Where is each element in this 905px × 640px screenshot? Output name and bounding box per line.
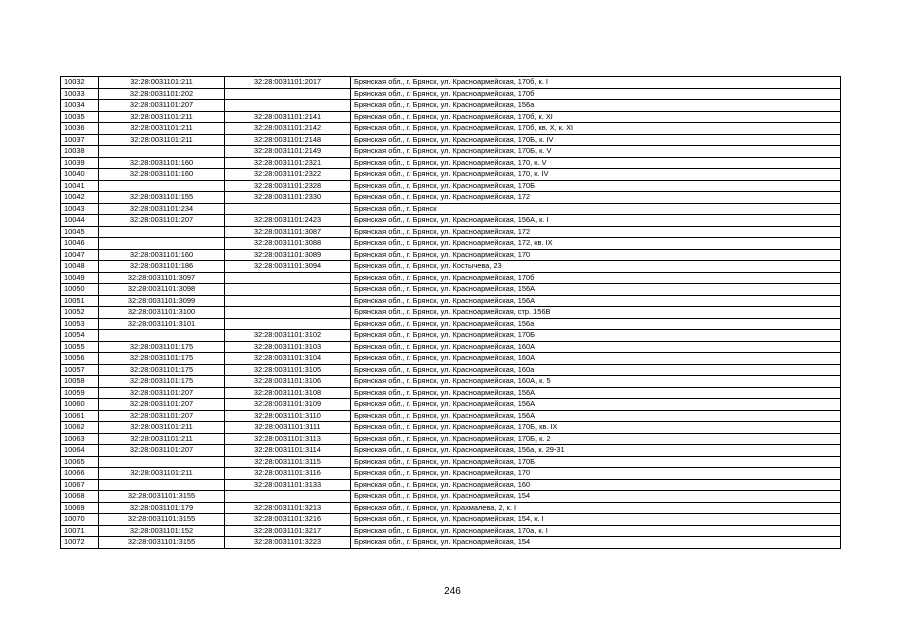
cadastral-number-cell: 32:28:0031101:2330	[225, 192, 351, 204]
address-cell: Брянская обл., г. Брянск, ул. Красноармейская, 156А	[351, 410, 841, 422]
cadastral-number-cell: 32:28:0031101:3087	[225, 226, 351, 238]
table-row	[61, 215, 841, 227]
cadastral-parent-cell: 32:28:0031101:3155	[99, 514, 225, 526]
cadastral-number-cell: 32:28:0031101:3110	[225, 410, 351, 422]
cadastral-parent-cell: 32:28:0031101:207	[99, 399, 225, 411]
address-cell: Брянская обл., г. Брянск, ул. Красноармейская, 170б, кв. X, к. XI	[351, 123, 841, 135]
cadastral-number-cell	[225, 88, 351, 100]
row-number-cell: 10051	[61, 295, 99, 307]
table-row	[61, 456, 841, 468]
table-row	[61, 525, 841, 537]
table-row	[61, 376, 841, 388]
cadastral-number-cell: 32:28:0031101:2148	[225, 134, 351, 146]
cadastral-parent-cell: 32:28:0031101:234	[99, 203, 225, 215]
cadastral-parent-cell: 32:28:0031101:186	[99, 261, 225, 273]
address-cell: Брянская обл., г. Брянск, ул. Красноармейская, 170Б	[351, 330, 841, 342]
row-number-cell: 10065	[61, 456, 99, 468]
cadastral-parent-cell: 32:28:0031101:211	[99, 422, 225, 434]
cadastral-parent-cell	[99, 146, 225, 158]
table-row	[61, 180, 841, 192]
row-number-cell: 10055	[61, 341, 99, 353]
row-number-cell: 10048	[61, 261, 99, 273]
row-number-cell: 10058	[61, 376, 99, 388]
address-cell: Брянская обл., г. Брянск, ул. Красноармейская, 172, кв. IX	[351, 238, 841, 250]
cadastral-number-cell: 32:28:0031101:2017	[225, 77, 351, 89]
table-row	[61, 77, 841, 89]
table-row	[61, 318, 841, 330]
table-row	[61, 479, 841, 491]
cadastral-number-cell: 32:28:0031101:2149	[225, 146, 351, 158]
row-number-cell: 10062	[61, 422, 99, 434]
address-cell: Брянская обл., г. Брянск, ул. Красноармейская, 156а	[351, 318, 841, 330]
row-number-cell: 10068	[61, 491, 99, 503]
address-cell: Брянская обл., г. Брянск, ул. Красноармейская, 156А	[351, 284, 841, 296]
table-row	[61, 307, 841, 319]
row-number-cell: 10035	[61, 111, 99, 123]
table-row	[61, 364, 841, 376]
address-cell: Брянская обл., г. Брянск, ул. Красноармейская, 170Б, к. V	[351, 146, 841, 158]
cadastral-parent-cell: 32:28:0031101:3100	[99, 307, 225, 319]
address-cell: Брянская обл., г. Брянск, ул. Красноармейская, 170Б, кв. IX	[351, 422, 841, 434]
row-number-cell: 10034	[61, 100, 99, 112]
table-row	[61, 353, 841, 365]
table-row	[61, 123, 841, 135]
cadastral-parent-cell: 32:28:0031101:207	[99, 410, 225, 422]
table-row	[61, 410, 841, 422]
table-row	[61, 111, 841, 123]
row-number-cell: 10056	[61, 353, 99, 365]
table-row	[61, 341, 841, 353]
address-cell: Брянская обл., г. Брянск, ул. Крахмалева, 2, к. I	[351, 502, 841, 514]
address-cell: Брянская обл., г. Брянск, ул. Красноармейская, 170б	[351, 272, 841, 284]
cadastral-parent-cell: 32:28:0031101:3155	[99, 537, 225, 549]
row-number-cell: 10064	[61, 445, 99, 457]
cadastral-number-cell: 32:28:0031101:2328	[225, 180, 351, 192]
address-cell: Брянская обл., г. Брянск, ул. Красноармейская, 160А, к. 5	[351, 376, 841, 388]
address-cell: Брянская обл., г. Брянск	[351, 203, 841, 215]
row-number-cell: 10044	[61, 215, 99, 227]
cadastral-parent-cell: 32:28:0031101:3098	[99, 284, 225, 296]
cadastral-parent-cell	[99, 238, 225, 250]
cadastral-number-cell: 32:28:0031101:2142	[225, 123, 351, 135]
address-cell: Брянская обл., г. Брянск, ул. Красноармейская, 156А, к. I	[351, 215, 841, 227]
row-number-cell: 10043	[61, 203, 99, 215]
row-number-cell: 10063	[61, 433, 99, 445]
cadastral-number-cell: 32:28:0031101:3105	[225, 364, 351, 376]
cadastral-number-cell: 32:28:0031101:3114	[225, 445, 351, 457]
cadastral-parent-cell: 32:28:0031101:175	[99, 376, 225, 388]
cadastral-number-cell: 32:28:0031101:3115	[225, 456, 351, 468]
cadastral-parent-cell: 32:28:0031101:175	[99, 353, 225, 365]
cadastral-parent-cell: 32:28:0031101:211	[99, 433, 225, 445]
cadastral-number-cell: 32:28:0031101:3113	[225, 433, 351, 445]
cadastral-parent-cell: 32:28:0031101:211	[99, 77, 225, 89]
cadastral-number-cell: 32:28:0031101:3102	[225, 330, 351, 342]
row-number-cell: 10057	[61, 364, 99, 376]
page-number: 246	[444, 586, 461, 597]
address-cell: Брянская обл., г. Брянск, ул. Красноармейская, 170б	[351, 88, 841, 100]
cadastral-number-cell: 32:28:0031101:3088	[225, 238, 351, 250]
cadastral-parent-cell: 32:28:0031101:160	[99, 249, 225, 261]
cadastral-number-cell	[225, 491, 351, 503]
table-row	[61, 399, 841, 411]
table-row	[61, 422, 841, 434]
address-cell: Брянская обл., г. Брянск, ул. Красноармейская, 154, к. I	[351, 514, 841, 526]
address-cell: Брянская обл., г. Брянск, ул. Красноармейская, 156а	[351, 100, 841, 112]
cadastral-parent-cell	[99, 456, 225, 468]
row-number-cell: 10042	[61, 192, 99, 204]
row-number-cell: 10049	[61, 272, 99, 284]
address-cell: Брянская обл., г. Брянск, ул. Красноармейская, 154	[351, 537, 841, 549]
table-row	[61, 169, 841, 181]
table-row	[61, 88, 841, 100]
cadastral-number-cell: 32:28:0031101:3116	[225, 468, 351, 480]
row-number-cell: 10047	[61, 249, 99, 261]
table-row	[61, 468, 841, 480]
table-row	[61, 272, 841, 284]
address-cell: Брянская обл., г. Брянск, ул. Красноармейская, 170	[351, 468, 841, 480]
cadastral-number-cell	[225, 272, 351, 284]
table-row	[61, 100, 841, 112]
row-number-cell: 10036	[61, 123, 99, 135]
cadastral-parent-cell: 32:28:0031101:152	[99, 525, 225, 537]
cadastral-parent-cell	[99, 479, 225, 491]
cadastral-number-cell: 32:28:0031101:3133	[225, 479, 351, 491]
table-row	[61, 445, 841, 457]
cadastral-parent-cell: 32:28:0031101:160	[99, 157, 225, 169]
address-cell: Брянская обл., г. Брянск, ул. Красноармейская, 160а	[351, 364, 841, 376]
address-cell: Брянская обл., г. Брянск, ул. Красноармейская, 170б, к. I	[351, 77, 841, 89]
cadastral-parent-cell	[99, 330, 225, 342]
address-cell: Брянская обл., г. Брянск, ул. Красноармейская, 170б, к. XI	[351, 111, 841, 123]
cadastral-number-cell: 32:28:0031101:3108	[225, 387, 351, 399]
row-number-cell: 10054	[61, 330, 99, 342]
address-cell: Брянская обл., г. Брянск, ул. Красноармейская, 170Б	[351, 180, 841, 192]
cadastral-parent-cell: 32:28:0031101:207	[99, 445, 225, 457]
row-number-cell: 10053	[61, 318, 99, 330]
table-row	[61, 433, 841, 445]
registry-table	[60, 76, 841, 549]
cadastral-number-cell: 32:28:0031101:3109	[225, 399, 351, 411]
row-number-cell: 10072	[61, 537, 99, 549]
cadastral-number-cell	[225, 295, 351, 307]
cadastral-parent-cell: 32:28:0031101:155	[99, 192, 225, 204]
cadastral-parent-cell: 32:28:0031101:207	[99, 215, 225, 227]
table-row	[61, 261, 841, 273]
table-row	[61, 330, 841, 342]
cadastral-parent-cell: 32:28:0031101:160	[99, 169, 225, 181]
table-row	[61, 157, 841, 169]
row-number-cell: 10050	[61, 284, 99, 296]
row-number-cell: 10061	[61, 410, 99, 422]
cadastral-parent-cell: 32:28:0031101:211	[99, 468, 225, 480]
row-number-cell: 10067	[61, 479, 99, 491]
cadastral-parent-cell: 32:28:0031101:207	[99, 100, 225, 112]
row-number-cell: 10037	[61, 134, 99, 146]
table-row	[61, 514, 841, 526]
cadastral-parent-cell: 32:28:0031101:3155	[99, 491, 225, 503]
address-cell: Брянская обл., г. Брянск, ул. Красноармейская, 170	[351, 249, 841, 261]
address-cell: Брянская обл., г. Брянск, ул. Красноармейская, стр. 156В	[351, 307, 841, 319]
cadastral-parent-cell: 32:28:0031101:202	[99, 88, 225, 100]
row-number-cell: 10032	[61, 77, 99, 89]
address-cell: Брянская обл., г. Брянск, ул. Красноармейская, 170, к. V	[351, 157, 841, 169]
table-row	[61, 387, 841, 399]
cadastral-number-cell	[225, 100, 351, 112]
cadastral-parent-cell: 32:28:0031101:3097	[99, 272, 225, 284]
table-row	[61, 192, 841, 204]
table-row	[61, 295, 841, 307]
address-cell: Брянская обл., г. Брянск, ул. Красноармейская, 160	[351, 479, 841, 491]
address-cell: Брянская обл., г. Брянск, ул. Красноармейская, 160А	[351, 341, 841, 353]
cadastral-number-cell: 32:28:0031101:3089	[225, 249, 351, 261]
table-row	[61, 238, 841, 250]
address-cell: Брянская обл., г. Брянск, ул. Красноармейская, 170Б, к. IV	[351, 134, 841, 146]
row-number-cell: 10033	[61, 88, 99, 100]
table-row	[61, 249, 841, 261]
cadastral-number-cell: 32:28:0031101:3103	[225, 341, 351, 353]
cadastral-number-cell	[225, 203, 351, 215]
table-row	[61, 491, 841, 503]
row-number-cell: 10038	[61, 146, 99, 158]
cadastral-parent-cell	[99, 180, 225, 192]
cadastral-parent-cell: 32:28:0031101:179	[99, 502, 225, 514]
cadastral-parent-cell: 32:28:0031101:211	[99, 123, 225, 135]
address-cell: Брянская обл., г. Брянск, ул. Красноармейская, 170, к. IV	[351, 169, 841, 181]
row-number-cell: 10070	[61, 514, 99, 526]
table-row	[61, 134, 841, 146]
row-number-cell: 10052	[61, 307, 99, 319]
cadastral-number-cell	[225, 284, 351, 296]
table-row	[61, 502, 841, 514]
row-number-cell: 10046	[61, 238, 99, 250]
address-cell: Брянская обл., г. Брянск, ул. Красноармейская, 156А	[351, 295, 841, 307]
cadastral-parent-cell: 32:28:0031101:211	[99, 111, 225, 123]
cadastral-number-cell: 32:28:0031101:2322	[225, 169, 351, 181]
table-row	[61, 146, 841, 158]
address-cell: Брянская обл., г. Брянск, ул. Красноармейская, 172	[351, 226, 841, 238]
address-cell: Брянская обл., г. Брянск, ул. Красноармейская, 156А	[351, 399, 841, 411]
row-number-cell: 10039	[61, 157, 99, 169]
table-row	[61, 537, 841, 549]
cadastral-number-cell: 32:28:0031101:3213	[225, 502, 351, 514]
row-number-cell: 10060	[61, 399, 99, 411]
row-number-cell: 10071	[61, 525, 99, 537]
row-number-cell: 10059	[61, 387, 99, 399]
row-number-cell: 10069	[61, 502, 99, 514]
address-cell: Брянская обл., г. Брянск, ул. Красноармейская, 154	[351, 491, 841, 503]
address-cell: Брянская обл., г. Брянск, ул. Красноармейская, 170а, к. I	[351, 525, 841, 537]
table-row	[61, 226, 841, 238]
cadastral-number-cell: 32:28:0031101:2141	[225, 111, 351, 123]
table-row	[61, 284, 841, 296]
cadastral-parent-cell: 32:28:0031101:3101	[99, 318, 225, 330]
table-row	[61, 203, 841, 215]
cadastral-number-cell: 32:28:0031101:3217	[225, 525, 351, 537]
address-cell: Брянская обл., г. Брянск, ул. Красноармейская, 156а, к. 29-31	[351, 445, 841, 457]
cadastral-parent-cell: 32:28:0031101:211	[99, 134, 225, 146]
row-number-cell: 10041	[61, 180, 99, 192]
address-cell: Брянская обл., г. Брянск, ул. Красноармейская, 156А	[351, 387, 841, 399]
address-cell: Брянская обл., г. Брянск, ул. Костычева, 23	[351, 261, 841, 273]
row-number-cell: 10045	[61, 226, 99, 238]
cadastral-number-cell: 32:28:0031101:3111	[225, 422, 351, 434]
address-cell: Брянская обл., г. Брянск, ул. Красноармейская, 170Б	[351, 456, 841, 468]
cadastral-number-cell: 32:28:0031101:3223	[225, 537, 351, 549]
registry-table-body	[61, 77, 841, 549]
cadastral-number-cell	[225, 307, 351, 319]
address-cell: Брянская обл., г. Брянск, ул. Красноармейская, 172	[351, 192, 841, 204]
cadastral-number-cell: 32:28:0031101:2423	[225, 215, 351, 227]
cadastral-parent-cell: 32:28:0031101:175	[99, 364, 225, 376]
cadastral-number-cell: 32:28:0031101:2321	[225, 157, 351, 169]
cadastral-parent-cell	[99, 226, 225, 238]
cadastral-number-cell: 32:28:0031101:3106	[225, 376, 351, 388]
cadastral-parent-cell: 32:28:0031101:3099	[99, 295, 225, 307]
address-cell: Брянская обл., г. Брянск, ул. Красноармейская, 160А	[351, 353, 841, 365]
row-number-cell: 10066	[61, 468, 99, 480]
cadastral-number-cell: 32:28:0031101:3216	[225, 514, 351, 526]
cadastral-number-cell: 32:28:0031101:3104	[225, 353, 351, 365]
cadastral-parent-cell: 32:28:0031101:175	[99, 341, 225, 353]
cadastral-number-cell	[225, 318, 351, 330]
cadastral-parent-cell: 32:28:0031101:207	[99, 387, 225, 399]
address-cell: Брянская обл., г. Брянск, ул. Красноармейская, 170Б, к. 2	[351, 433, 841, 445]
row-number-cell: 10040	[61, 169, 99, 181]
cadastral-number-cell: 32:28:0031101:3094	[225, 261, 351, 273]
